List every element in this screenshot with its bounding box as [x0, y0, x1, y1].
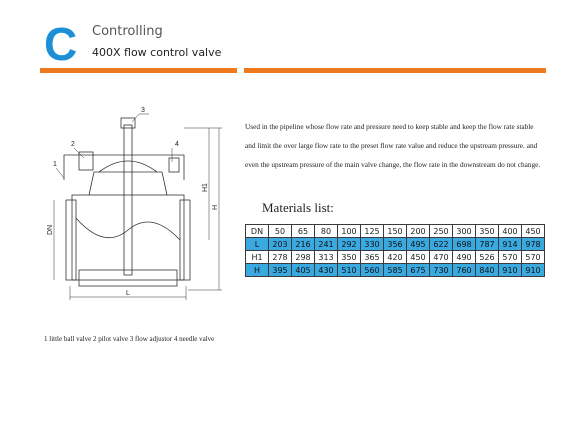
table-cell: 450 — [407, 251, 430, 264]
table-cell: 395 — [269, 264, 292, 277]
table-cell: 978 — [522, 238, 545, 251]
table-cell: 241 — [315, 238, 338, 251]
table-row — [246, 264, 545, 277]
table-cell: 278 — [269, 251, 292, 264]
table-cell: 216 — [292, 238, 315, 251]
diaphragm-cover — [99, 161, 157, 172]
table-cell: 570 — [499, 251, 522, 264]
table-cell: 698 — [453, 238, 476, 251]
table-cell: 300 — [453, 225, 476, 238]
table-cell: 250 — [430, 225, 453, 238]
table-cell: 292 — [338, 238, 361, 251]
table-cell: 350 — [338, 251, 361, 264]
table-cell: 430 — [315, 264, 338, 277]
valve-body-outline — [72, 195, 184, 280]
row-header: H1 — [246, 251, 269, 264]
accent-divider-right — [244, 68, 546, 73]
product-name: 400X flow control valve — [92, 46, 222, 59]
table-cell: 450 — [522, 225, 545, 238]
table-cell: 203 — [269, 238, 292, 251]
flow-channel — [76, 218, 180, 240]
left-flange — [66, 200, 76, 280]
table-cell: 50 — [269, 225, 292, 238]
table-cell: 495 — [407, 238, 430, 251]
table-cell: 675 — [407, 264, 430, 277]
table-cell: 313 — [315, 251, 338, 264]
row-header: DN — [246, 225, 269, 238]
needle-valve — [169, 158, 179, 172]
table-cell: 526 — [476, 251, 499, 264]
table-row — [246, 251, 545, 264]
accent-divider-left — [40, 68, 237, 73]
table-cell: 730 — [430, 264, 453, 277]
table-cell: 298 — [292, 251, 315, 264]
table-cell: 622 — [430, 238, 453, 251]
table-cell: 100 — [338, 225, 361, 238]
section-title: Controlling — [92, 24, 163, 39]
table-cell: 200 — [407, 225, 430, 238]
table-cell: 356 — [384, 238, 407, 251]
part-label-4: 4 — [175, 141, 179, 148]
table-cell: 150 — [384, 225, 407, 238]
table-cell: 365 — [361, 251, 384, 264]
parts-caption: 1 little ball valve 2 pilot valve 3 flow adjustor 4 needle valve — [44, 335, 215, 343]
table-cell: 490 — [453, 251, 476, 264]
row-header: L — [246, 238, 269, 251]
table-cell: 420 — [384, 251, 407, 264]
part-label-2: 2 — [71, 141, 75, 148]
table-cell: 80 — [315, 225, 338, 238]
table-cell: 330 — [361, 238, 384, 251]
table-cell: 510 — [338, 264, 361, 277]
table-cell: 125 — [361, 225, 384, 238]
table-cell: 910 — [522, 264, 545, 277]
table-cell: 760 — [453, 264, 476, 277]
dim-label-dn: DN — [47, 224, 54, 235]
stem-top — [121, 118, 135, 128]
dim-label-h: H — [212, 204, 219, 210]
part-label-1: 1 — [53, 161, 57, 168]
table-cell: 470 — [430, 251, 453, 264]
logo-letter: C — [44, 22, 78, 64]
table-row — [246, 238, 545, 251]
table-cell: 570 — [522, 251, 545, 264]
table-cell: 840 — [476, 264, 499, 277]
bonnet-cover — [89, 172, 167, 195]
table-cell: 585 — [384, 264, 407, 277]
table-cell: 910 — [499, 264, 522, 277]
right-flange — [180, 200, 190, 280]
table-cell: 400 — [499, 225, 522, 238]
materials-title: Materials list: — [262, 200, 334, 215]
valve-stem — [124, 125, 132, 275]
table-cell: 65 — [292, 225, 315, 238]
table-cell: 350 — [476, 225, 499, 238]
table-cell: 787 — [476, 238, 499, 251]
table-cell: 560 — [361, 264, 384, 277]
section-logo — [43, 22, 83, 64]
table-cell: 914 — [499, 238, 522, 251]
dim-label-l: L — [126, 290, 130, 297]
valve-technical-drawing — [44, 100, 234, 305]
row-header: H — [246, 264, 269, 277]
dim-label-h1: H1 — [202, 183, 209, 192]
part-label-3: 3 — [141, 107, 145, 114]
product-description: Used in the pipeline whose flow rate and pressure need to keep stable and keep the flow rate stable and limit the over large flow rate to the preset flow rate value and reduce the upstream pressure. and even the upstream pressure of the main valve change, the flow rate in the downstream do not change. — [245, 122, 541, 169]
table-row — [246, 225, 545, 238]
table-cell: 405 — [292, 264, 315, 277]
bottom-base — [79, 270, 177, 286]
dimension-table — [245, 224, 545, 277]
